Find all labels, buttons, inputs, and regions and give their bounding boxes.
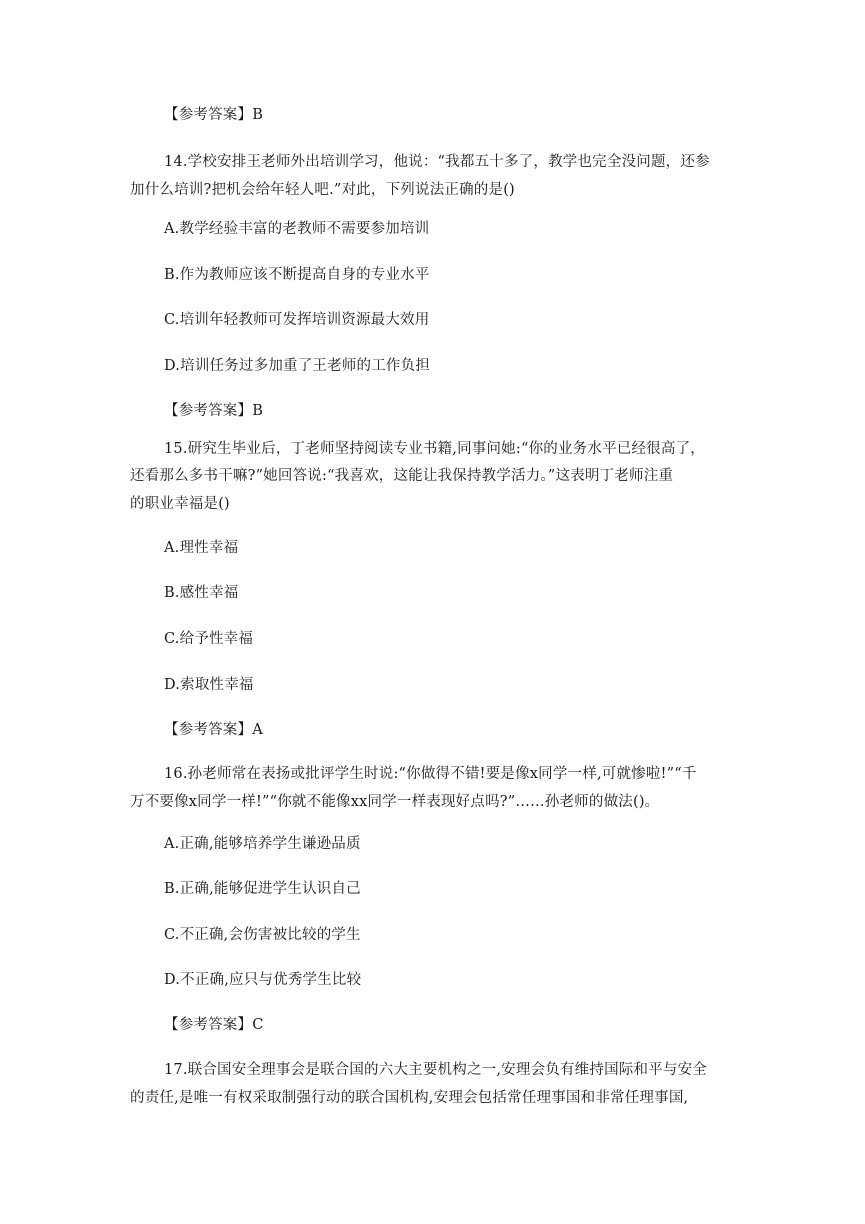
question-stem-line: 14.学校安排王老师外出培训学习，他说：“我都五十多了，教学也完全没问题，还参 [164, 154, 710, 170]
option-b: B.感性幸福 [164, 585, 239, 601]
question-stem-line: 的责任,是唯一有权采取制强行动的联合国机构,安理会包括常任理事国和非常任理事国, [130, 1090, 689, 1106]
answer-key: 【参考答案】B [164, 403, 264, 419]
option-b: B.正确,能够促进学生认识自己 [164, 881, 361, 897]
question-stem-line: 17.联合国安全理事会是联合国的六大主要机构之一,安理会负有维持国际和平与安全 [164, 1062, 707, 1078]
option-a: A.理性幸福 [164, 540, 239, 556]
option-a: A.正确,能够培养学生谦逊品质 [164, 836, 361, 852]
question-stem-line: 16.孙老师常在表扬或批评学生时说:“你做得不错!要是像x同学一样,可就惨啦!”“千 [164, 766, 697, 782]
option-d: D.培训任务过多加重了王老师的工作负担 [164, 358, 431, 374]
answer-key: 【参考答案】B [164, 107, 264, 123]
option-b: B.作为教师应该不断提高自身的专业水平 [164, 267, 430, 283]
question-stem-line: 万不要像x同学一样!”“你就不能像xx同学一样表现好点吗?”……孙老师的做法()。 [130, 794, 660, 810]
question-stem-line: 的职业幸福是() [130, 496, 230, 512]
question-stem-line: 还看那么多书干嘛?”她回答说:“我喜欢，这能让我保持教学活力。”这表明丁老师注重 [130, 468, 674, 484]
answer-key: 【参考答案】C [164, 1017, 264, 1033]
option-d: D.不正确,应只与优秀学生比较 [164, 972, 362, 988]
option-a: A.教学经验丰富的老教师不需要参加培训 [164, 221, 430, 237]
option-c: C.培训年轻教师可发挥培训资源最大效用 [164, 312, 430, 328]
answer-key: 【参考答案】A [164, 722, 263, 738]
option-c: C.给予性幸福 [164, 631, 254, 647]
option-d: D.索取性幸福 [164, 677, 254, 693]
question-stem-line: 加什么培训?把机会给年轻人吧.”对此，下列说法正确的是() [130, 182, 515, 198]
question-stem-line: 15.研究生毕业后，丁老师坚持阅读专业书籍,同事问她:“你的业务水平已经很高了， [164, 441, 705, 457]
option-c: C.不正确,会伤害被比较的学生 [164, 927, 361, 943]
